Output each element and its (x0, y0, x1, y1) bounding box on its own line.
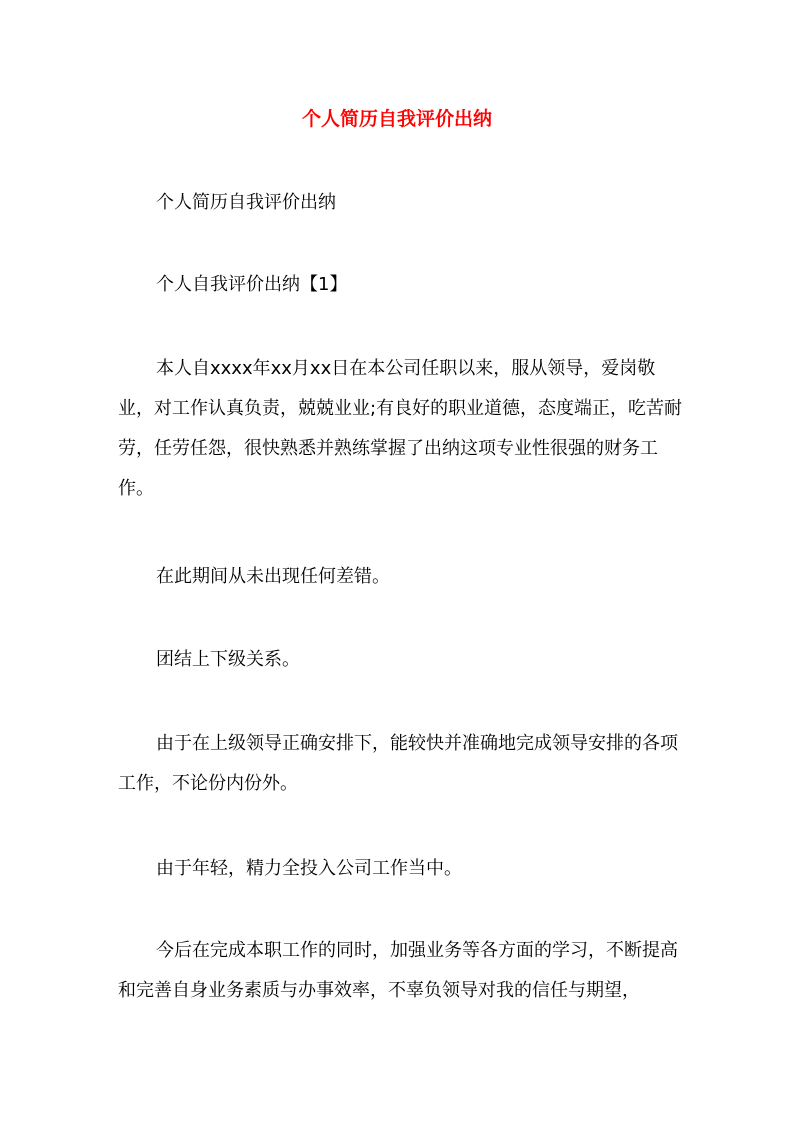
paragraph-section-heading: 个人自我评价出纳【1】 (156, 274, 348, 295)
document-title: 个人简历自我评价出纳 (301, 108, 492, 130)
paragraph-body: 由于年轻，精力全投入公司工作当中。 (156, 858, 462, 879)
paragraph-body: 本人自xxxx年xx月xx日在本公司任职以来，服从领导，爱岗敬业，对工作认真负责，兢兢业业;有良好的职业道德，态度端正，吃苦耐劳，任劳任怨，很快熟悉并熟练掌握了出纳这项专业性很强的财务工作。 (118, 358, 683, 499)
paragraph-body: 在此期间从未出现任何差错。 (156, 566, 390, 587)
paragraph-subtitle: 个人简历自我评价出纳 (156, 192, 336, 213)
paragraph-body: 团结上下级关系。 (156, 649, 300, 670)
paragraph-body: 由于在上级领导正确安排下，能较快并准确地完成领导安排的各项工作，不论份内份外。 (118, 733, 678, 794)
paragraph-body: 今后在完成本职工作的同时，加强业务等各方面的学习，不断提高和完善自身业务素质与办事效率，不辜负领导对我的信任与期望， (118, 940, 678, 1001)
